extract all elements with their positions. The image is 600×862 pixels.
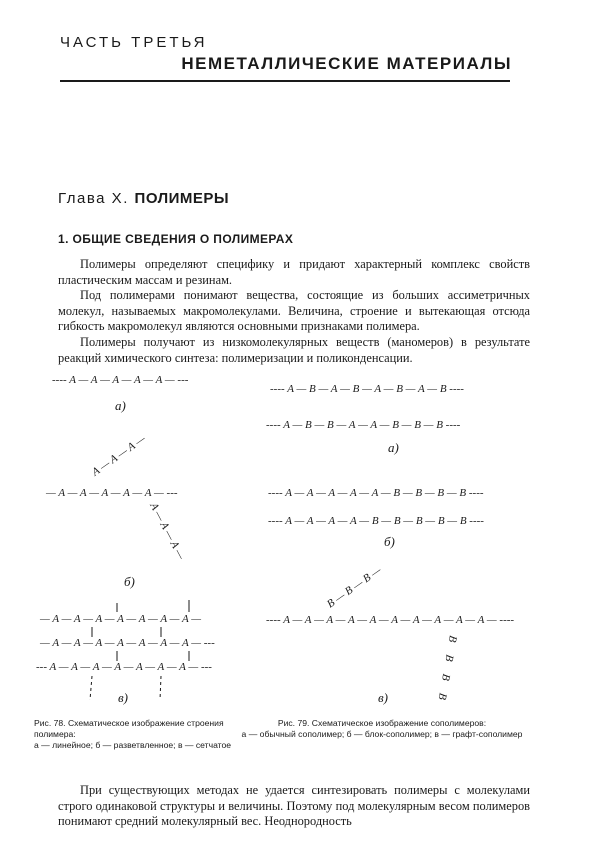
fig78-branched-main: — A — A — A — A — A — ---	[46, 487, 178, 499]
fig78-label-a: а)	[115, 398, 126, 413]
fig79-label-v: в)	[378, 690, 388, 705]
fig79-graft-up: B — B — B —	[324, 564, 384, 611]
fig79-chain-block-1: ---- A — A — A — A — A — B — B — B — B ----	[268, 487, 484, 499]
figure79-caption	[232, 718, 532, 740]
fig78-net-row2: — A — A — A — A — A — A — A — ---	[40, 637, 215, 649]
paragraph-2: Под полимерами понимают вещества, состоящие из больших ассиметричных молекул, называемых макромолекулами. Величина, строение и вытекающая отсюда гибкость макромолекул являются основными признаками полимера.	[58, 288, 530, 334]
fig78-net-row1: — A — A — A — A — A — A — A —	[40, 613, 201, 625]
fig78-net-row3: --- A — A — A — A — A — A — A — ---	[36, 661, 212, 673]
figure79-caption-legend: а — обычный сополимер; б — блок-сополимер; в — графт-сополимер	[241, 729, 523, 739]
chapter-prefix: Глава X.	[58, 190, 129, 207]
fig79-label-b: б)	[384, 534, 395, 549]
paragraph-4: При существующих методах не удается синтезировать полимеры с молекулами строго одинаковой структуры и величины. Поэтому под молекулярным весом полимеров понимают средний молекулярный вес. Неоднородность	[58, 783, 530, 829]
chapter-title: ПОЛИМЕРЫ	[134, 190, 230, 207]
fig78-branch-down: A — A — A —	[147, 500, 188, 562]
fig78-label-b: б)	[124, 574, 135, 589]
section-heading: 1. ОБЩИЕ СВЕДЕНИЯ О ПОЛИМЕРАХ	[58, 232, 294, 246]
part-title: НЕМЕТАЛЛИЧЕСКИЕ МАТЕРИАЛЫ	[181, 54, 512, 73]
fig79-chain-regular: ---- A — B — A — B — A — B — A — B ----	[270, 383, 464, 395]
fig79-graft-main: ---- A — A — A — A — A — A — A — A — A — A — ----	[266, 614, 515, 626]
paragraph-1: Полимеры определяют специфику и придают характерный комплекс свойств пластическим массам и резинам.	[58, 257, 530, 287]
fig78-linear-chain: ---- A — A — A — A — A — ---	[52, 374, 189, 386]
figure79-caption-title: Рис. 79. Схематическое изображение сополимеров:	[277, 718, 487, 728]
paragraph-3: Полимеры получают из низкомолекулярных веществ (маномеров) в результате реакций химического синтеза: полимеризации и поликонденсации.	[58, 335, 530, 365]
fig78-branch-up: A — A — A —	[89, 432, 148, 479]
figure78-caption-title: Рис. 78. Схематическое изображение строения полимера:	[34, 718, 224, 739]
fig79-graft-down: B B B B	[434, 634, 459, 706]
figure78-caption	[34, 718, 244, 751]
figure78-caption-legend: а — линейное; б — разветвленное; в — сетчатое	[34, 740, 232, 750]
fig78-label-v: в)	[118, 690, 128, 705]
part-label: ЧАСТЬ ТРЕТЬЯ	[60, 34, 208, 51]
fig79-label-a: а)	[388, 440, 399, 455]
fig79-chain-block-2: ---- A — A — A — A — B — B — B — B — B ----	[268, 515, 484, 527]
fig79-chain-random: ---- A — B — B — A — A — B — B — B ----	[266, 419, 461, 431]
